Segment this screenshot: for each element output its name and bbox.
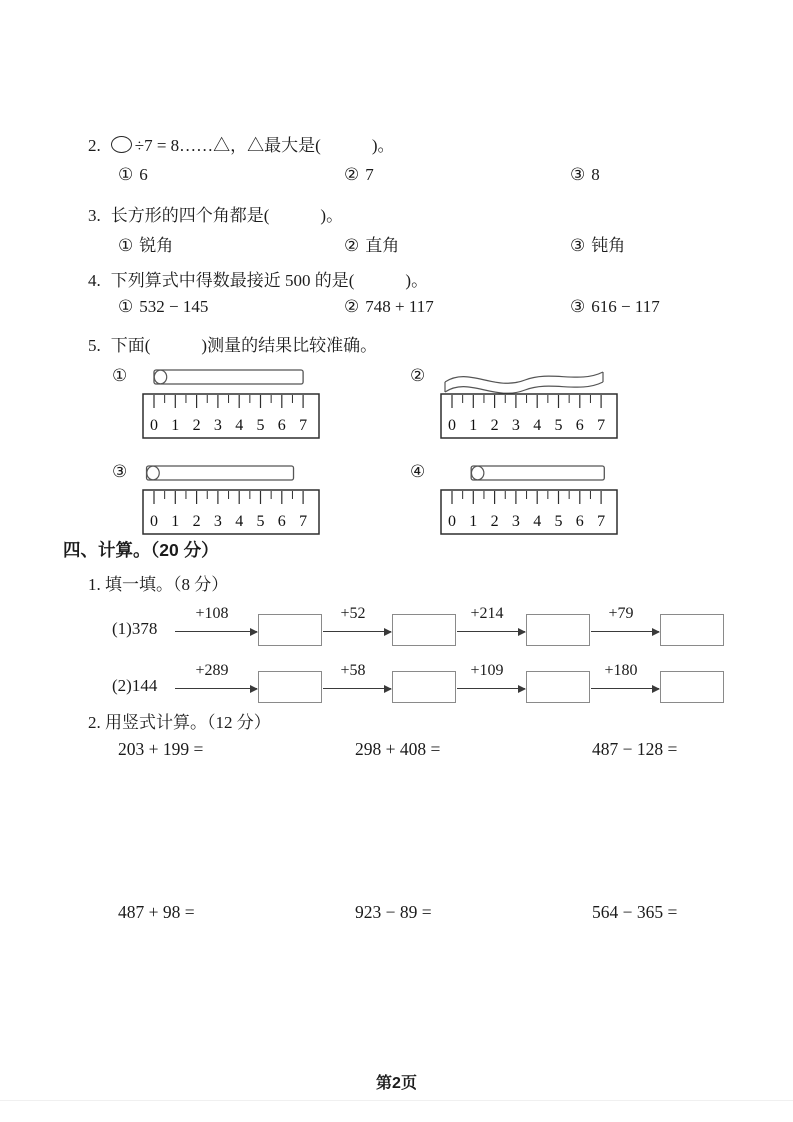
q4-option-3-text: 616 − 117 — [591, 297, 660, 316]
measure-item-3 — [112, 458, 410, 538]
question-5 — [88, 331, 377, 356]
question-3-text: 长方形的四个角都是( )。 — [110, 206, 344, 225]
answer-box — [526, 671, 590, 703]
svg-text:1: 1 — [469, 513, 478, 530]
equation: 923 − 89 = — [355, 902, 432, 922]
svg-text:0: 0 — [150, 417, 159, 434]
svg-text:5: 5 — [256, 513, 265, 530]
q3-option-1 — [118, 231, 344, 256]
question-3-number: 3. — [88, 206, 101, 225]
operation-label: +58 — [340, 662, 366, 679]
svg-text:2: 2 — [490, 417, 499, 434]
subsection-1-title: 1. 填一填。（8 分） — [88, 575, 229, 594]
arrow-right-icon — [456, 600, 526, 646]
question-3 — [88, 201, 343, 226]
q4-option-2 — [344, 297, 570, 317]
svg-text:2: 2 — [192, 417, 201, 434]
q4-option-1-text: 532 − 145 — [139, 297, 209, 316]
fill-chain-1 — [112, 600, 724, 646]
arrow-right-icon — [174, 657, 258, 703]
arrow-right-icon — [590, 600, 660, 646]
q4-option-2-text: 748 + 117 — [365, 297, 434, 316]
arrow-shaft — [591, 688, 659, 689]
operation-label: +109 — [470, 662, 504, 679]
circled-1-marker: ① — [118, 165, 134, 184]
answer-box — [392, 671, 456, 703]
circled-4-marker: ④ — [410, 462, 426, 481]
subsection-2-title: 2. 用竖式计算。（12 分） — [88, 713, 271, 732]
svg-text:6: 6 — [576, 417, 585, 434]
svg-text:1: 1 — [469, 417, 478, 434]
question-2-number: 2. — [88, 136, 101, 155]
scan-edge-line — [0, 1100, 793, 1101]
measure-item-4 — [410, 458, 708, 538]
measurement-figure-svg — [141, 458, 325, 538]
question-2-text: ÷7 = 8……△，△最大是( )。 — [134, 136, 395, 155]
operation-label: +108 — [195, 605, 229, 622]
circled-2-marker: ② — [344, 165, 360, 184]
rod-over-ruler-figure — [141, 458, 325, 543]
svg-text:5: 5 — [256, 417, 265, 434]
operation-label: +214 — [470, 605, 504, 622]
arrow-shaft — [591, 631, 659, 632]
svg-text:0: 0 — [150, 513, 159, 530]
q2-option-1 — [118, 165, 344, 185]
question-2 — [88, 131, 395, 156]
svg-text:0: 0 — [448, 417, 457, 434]
svg-text:2: 2 — [490, 513, 499, 530]
svg-text:3: 3 — [214, 513, 223, 530]
page-number: 第2页 — [376, 1075, 417, 1092]
answer-box — [392, 614, 456, 646]
question-3-options — [118, 231, 625, 256]
q3-option-3 — [570, 231, 625, 256]
operation-label: +289 — [195, 662, 229, 679]
circled-3-marker: ③ — [112, 462, 128, 481]
section-4-title: 四、计算。（20 分） — [63, 540, 219, 560]
chain-1-start-value: (1)378 — [112, 619, 158, 638]
svg-text:2: 2 — [192, 513, 201, 530]
circle-placeholder-shape — [111, 136, 132, 153]
operation-label: +79 — [608, 605, 634, 622]
circled-3-marker: ③ — [570, 297, 586, 316]
rod-over-ruler-figure — [141, 362, 325, 447]
question-4-text: 下列算式中得数最接近 500 的是( )。 — [110, 271, 429, 290]
operation-label: +52 — [340, 605, 366, 622]
arrow-shaft — [175, 631, 257, 632]
question-4 — [88, 266, 428, 291]
svg-text:7: 7 — [299, 417, 308, 434]
measure-item-1 — [112, 362, 410, 442]
svg-text:3: 3 — [214, 417, 223, 434]
q4-option-1 — [118, 297, 344, 317]
circled-3-marker: ③ — [570, 165, 586, 184]
question-5-text: 下面( )测量的结果比较准确。 — [110, 336, 378, 355]
circled-3-marker: ③ — [570, 236, 586, 255]
arrow-shaft — [175, 688, 257, 689]
answer-box — [258, 671, 322, 703]
q2-option-1-text: 6 — [139, 165, 148, 184]
fill-chain-2 — [112, 657, 724, 703]
svg-text:1: 1 — [171, 513, 180, 530]
question-2-options — [118, 165, 600, 185]
svg-text:4: 4 — [533, 513, 542, 530]
q2-option-2 — [344, 165, 570, 185]
circled-1-marker: ① — [118, 236, 134, 255]
equation: 487 − 128 = — [592, 739, 678, 759]
rod-over-ruler-figure — [439, 458, 623, 543]
arrow-right-icon — [174, 600, 258, 646]
measurement-figure-svg — [439, 458, 623, 538]
measurement-figure-svg — [141, 362, 325, 442]
circled-1-marker: ① — [118, 297, 134, 316]
svg-text:7: 7 — [597, 513, 606, 530]
q3-option-1-text: 锐角 — [139, 236, 174, 255]
equation: 564 − 365 = — [592, 902, 678, 922]
answer-box — [660, 671, 724, 703]
circled-2-marker: ② — [344, 236, 360, 255]
question-4-options — [118, 297, 660, 317]
measurement-figure-svg — [439, 362, 623, 442]
arrow-right-icon — [456, 657, 526, 703]
wavy-band-over-ruler-figure — [439, 362, 623, 447]
equation: 298 + 408 = — [355, 739, 441, 759]
answer-box — [660, 614, 724, 646]
svg-text:4: 4 — [235, 513, 244, 530]
q2-option-2-text: 7 — [365, 165, 374, 184]
circled-1-marker: ① — [112, 366, 128, 385]
q3-option-2-text: 直角 — [365, 236, 400, 255]
arrow-shaft — [323, 688, 391, 689]
svg-text:5: 5 — [554, 513, 563, 530]
svg-text:5: 5 — [554, 417, 563, 434]
svg-text:0: 0 — [448, 513, 457, 530]
question-5-number: 5. — [88, 336, 101, 355]
q4-option-3 — [570, 297, 660, 317]
svg-text:6: 6 — [278, 513, 287, 530]
arrow-shaft — [457, 631, 525, 632]
q3-option-2 — [344, 231, 570, 256]
answer-box — [526, 614, 590, 646]
measure-item-2 — [410, 362, 708, 442]
vertical-calc-row-2 — [118, 902, 793, 923]
chain-2-start-value: (2)144 — [112, 676, 158, 695]
q3-option-3-text: 钝角 — [591, 236, 626, 255]
svg-text:1: 1 — [171, 417, 180, 434]
svg-text:4: 4 — [533, 417, 542, 434]
arrow-right-icon — [590, 657, 660, 703]
answer-box — [258, 614, 322, 646]
svg-text:7: 7 — [597, 417, 606, 434]
equation: 203 + 199 = — [118, 739, 204, 759]
arrow-right-icon — [322, 657, 392, 703]
vertical-calc-row-1 — [118, 739, 793, 760]
svg-text:6: 6 — [278, 417, 287, 434]
arrow-shaft — [323, 631, 391, 632]
q2-option-3 — [570, 165, 600, 185]
svg-text:3: 3 — [512, 417, 521, 434]
svg-text:6: 6 — [576, 513, 585, 530]
circled-2-marker: ② — [344, 297, 360, 316]
q2-option-3-text: 8 — [591, 165, 600, 184]
svg-text:4: 4 — [235, 417, 244, 434]
question-4-number: 4. — [88, 271, 101, 290]
operation-label: +180 — [604, 662, 638, 679]
circled-2-marker: ② — [410, 366, 426, 385]
arrow-shaft — [457, 688, 525, 689]
measurement-diagram-grid — [112, 362, 708, 538]
svg-text:7: 7 — [299, 513, 308, 530]
svg-text:3: 3 — [512, 513, 521, 530]
arrow-right-icon — [322, 600, 392, 646]
equation: 487 + 98 = — [118, 902, 195, 922]
